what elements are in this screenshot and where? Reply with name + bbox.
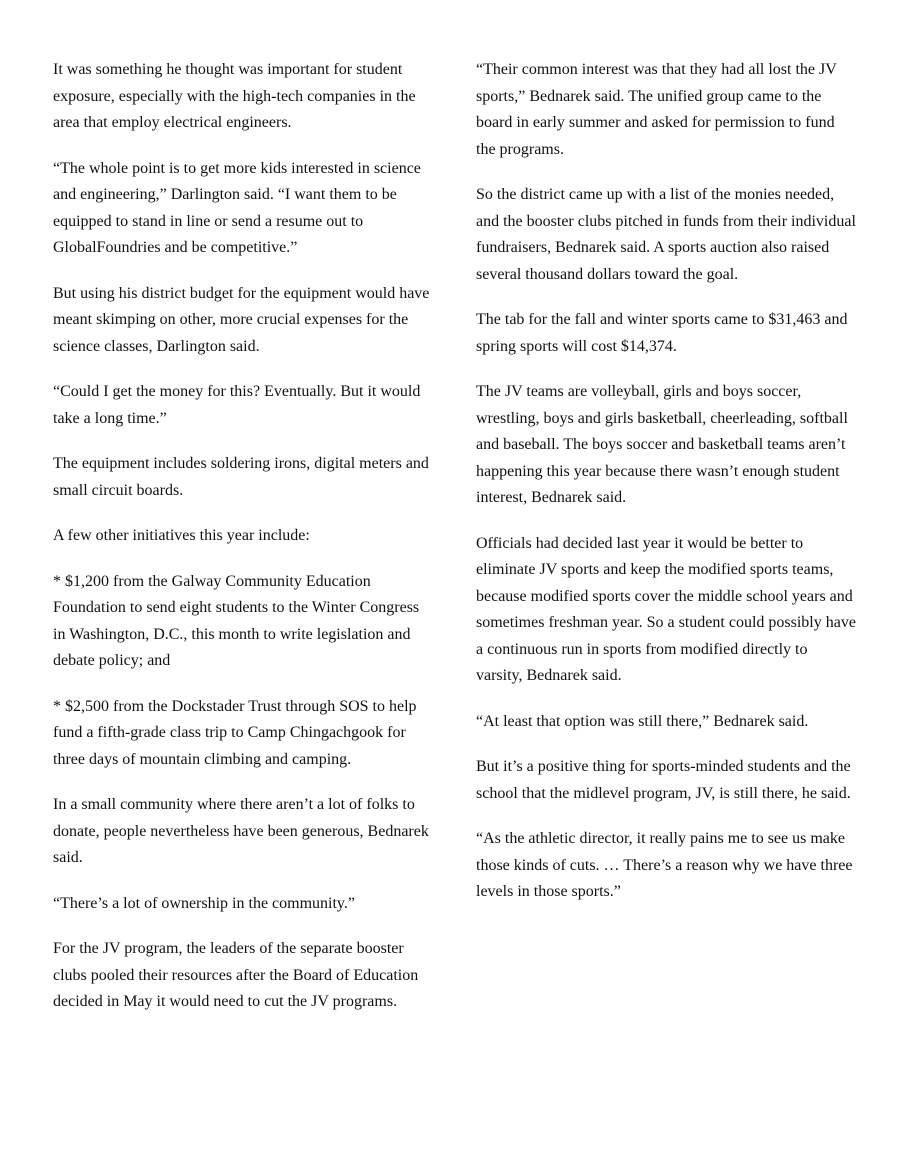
paragraph: “Their common interest was that they had all lost the JV sports,” Bednarek said. The unified group came to the board in early summer and asked for permission to fund the programs. xyxy=(476,61,837,158)
paragraph: “Could I get the money for this? Eventually. But it would take a long time.” xyxy=(53,383,421,427)
paragraph: Officials had decided last year it would be better to eliminate JV sports and keep the modified sports teams, because modified sports cover the middle school years and sometimes freshman year. So a student could possibly have a continuous run in sports from modified directly to varsity, Bednarek said. xyxy=(476,534,856,684)
paragraph: It was something he thought was important for student exposure, especially with the high-tech companies in the area that employ electrical engineers. xyxy=(53,61,416,131)
paragraph: “At least that option was still there,” Bednarek said. xyxy=(476,712,809,730)
paragraph: “As the athletic director, it really pains me to see us make those kinds of cuts. … There’s a reason why we have three levels in those sports.” xyxy=(476,830,853,900)
paragraph: The tab for the fall and winter sports came to $31,463 and spring sports will cost $14,374. xyxy=(476,311,848,355)
paragraph: But it’s a positive thing for sports-minded students and the school that the midlevel program, JV, is still there, he said. xyxy=(476,758,851,802)
paragraph: But using his district budget for the equipment would have meant skimping on other, more crucial expenses for the science classes, Darlington said. xyxy=(53,284,430,355)
paragraph: “There’s a lot of ownership in the community.” xyxy=(53,894,355,912)
paragraph: “The whole point is to get more kids interested in science and engineering,” Darlington said. “I want them to be equipped to stand in line or send a resume out to GlobalFoundries and be competitive.” xyxy=(53,159,421,256)
paragraph: * $1,200 from the Galway Community Education Foundation to send eight students to the Winter Congress in Washington, D.C., this month to write legislation and debate policy; and xyxy=(53,572,420,669)
left-column xyxy=(53,57,431,1035)
right-column xyxy=(476,57,856,925)
paragraph: The equipment includes soldering irons, digital meters and small circuit boards. xyxy=(53,455,429,499)
paragraph: The JV teams are volleyball, girls and boys soccer, wrestling, boys and girls basketball, cheerleading, softball and baseball. The boys soccer and basketball teams aren’t happening this year because there wasn’t enough student interest, Bednarek said. xyxy=(476,383,848,506)
paragraph: So the district came up with a list of the monies needed, and the booster clubs pitched in funds from their individual fundraisers, Bednarek said. A sports auction also raised several thousand dollars toward the goal. xyxy=(476,186,856,283)
paragraph: In a small community where there aren’t a lot of folks to donate, people nevertheless have been generous, Bednarek said. xyxy=(53,796,429,866)
paragraph: For the JV program, the leaders of the separate booster clubs pooled their resources after the Board of Education decided in May it would need to cut the JV programs. xyxy=(53,940,419,1010)
paragraph: * $2,500 from the Dockstader Trust through SOS to help fund a fifth-grade class trip to Camp Chingachgook for three days of mountain climbing and camping. xyxy=(53,697,417,768)
paragraph: A few other initiatives this year include: xyxy=(53,527,310,544)
